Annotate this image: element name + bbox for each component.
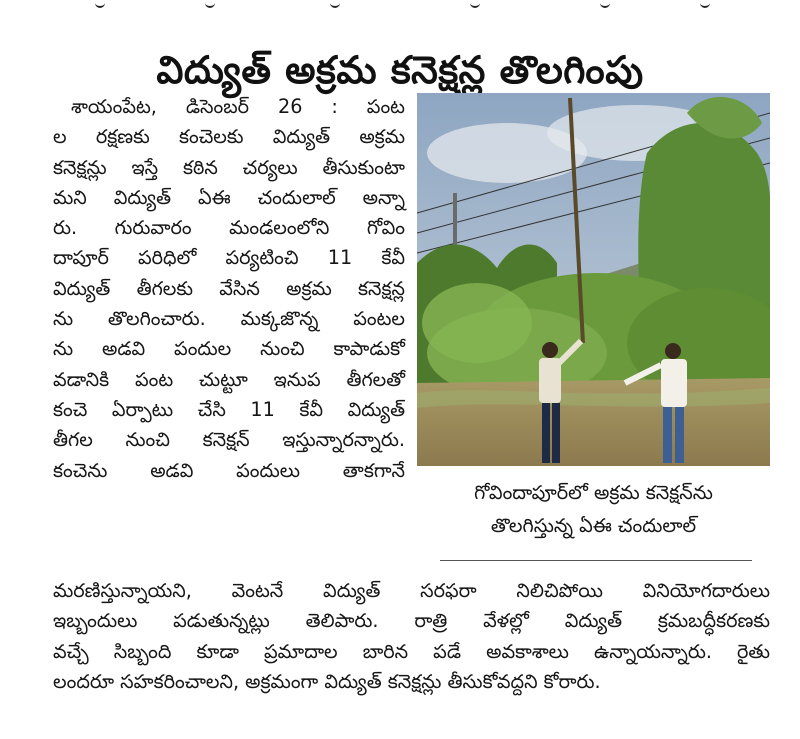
- body-line: దాపూర్ పరిధిలో పర్యటించి 11 కేవీ: [53, 246, 405, 270]
- caption-line: తొలగిస్తున్న ఏఈ చందులాల్: [490, 514, 697, 537]
- previous-article-cutoff: [0, 0, 800, 10]
- article-photo: [417, 93, 770, 466]
- body-line: మరణిస్తున్నాయని, వెంటనే విద్యుత్ సరఫరా నిలిచిపోయి వినియోగదారులు: [53, 579, 770, 602]
- body-line: లందరూ సహకరించాలని, అక్రమంగా విద్యుత్ కనెక్షన్లు తీసుకోవద్దని కోరారు.: [53, 669, 601, 693]
- body-line: వచ్చే సిబ్బంది కూడా ప్రమాదాల బారిన పడే అవకాశాలు ఉన్నాయన్నారు. రైతు: [53, 639, 770, 663]
- caption-divider: [440, 560, 752, 561]
- body-line: ఇబ్బందులు పడుతున్నట్లు తెలిపారు. రాత్రి వేళల్లో విద్యుత్ క్రమబద్ధీకరణకు: [53, 609, 770, 633]
- body-line: వడానికి పంట చుట్టూ ఇనుప తీగలతో: [53, 367, 405, 391]
- body-line: కనెక్షన్లు ఇస్తే కఠిన చర్యలు తీసుకుంటా: [53, 155, 405, 179]
- body-line: రు. గురువారం మండలంలోని గోవిం: [53, 216, 405, 240]
- article-headline: విద్యుత్ అక్రమ కనెక్షన్ల తొలగింపు: [156, 48, 644, 93]
- body-line: ల రక్షణకు కంచెలకు విద్యుత్ అక్రమ: [53, 125, 405, 149]
- body-line: శాయంపేట, డిసెంబర్ 26 : పంట: [71, 95, 405, 118]
- body-line: ను తొలగించారు. మక్కజొన్న పంటల: [53, 307, 405, 331]
- body-line: తీగల నుంచి కనెక్షన్ ఇస్తున్నారన్నారు.: [53, 428, 405, 452]
- photo-caption: [417, 476, 770, 542]
- body-line: కంచె ఏర్పాటు చేసి 11 కేవీ విద్యుత్: [53, 397, 405, 421]
- body-line: విద్యుత్ తీగలకు వేసిన అక్రమ కనెక్షన్ల: [53, 276, 405, 300]
- body-line: కంచెను అడవి పందులు తాకగానే: [53, 458, 405, 482]
- body-line: ను అడవి పందుల నుంచి కాపాడుకో: [53, 337, 405, 361]
- body-line: మని విద్యుత్ ఏఈ చందులాల్ అన్నా: [53, 185, 405, 209]
- caption-line: గోవిందాపూర్‌లో అక్రమ కనెక్షన్‌ను: [474, 481, 713, 504]
- article-body-wide: [53, 576, 770, 697]
- article-body-column: [53, 92, 405, 486]
